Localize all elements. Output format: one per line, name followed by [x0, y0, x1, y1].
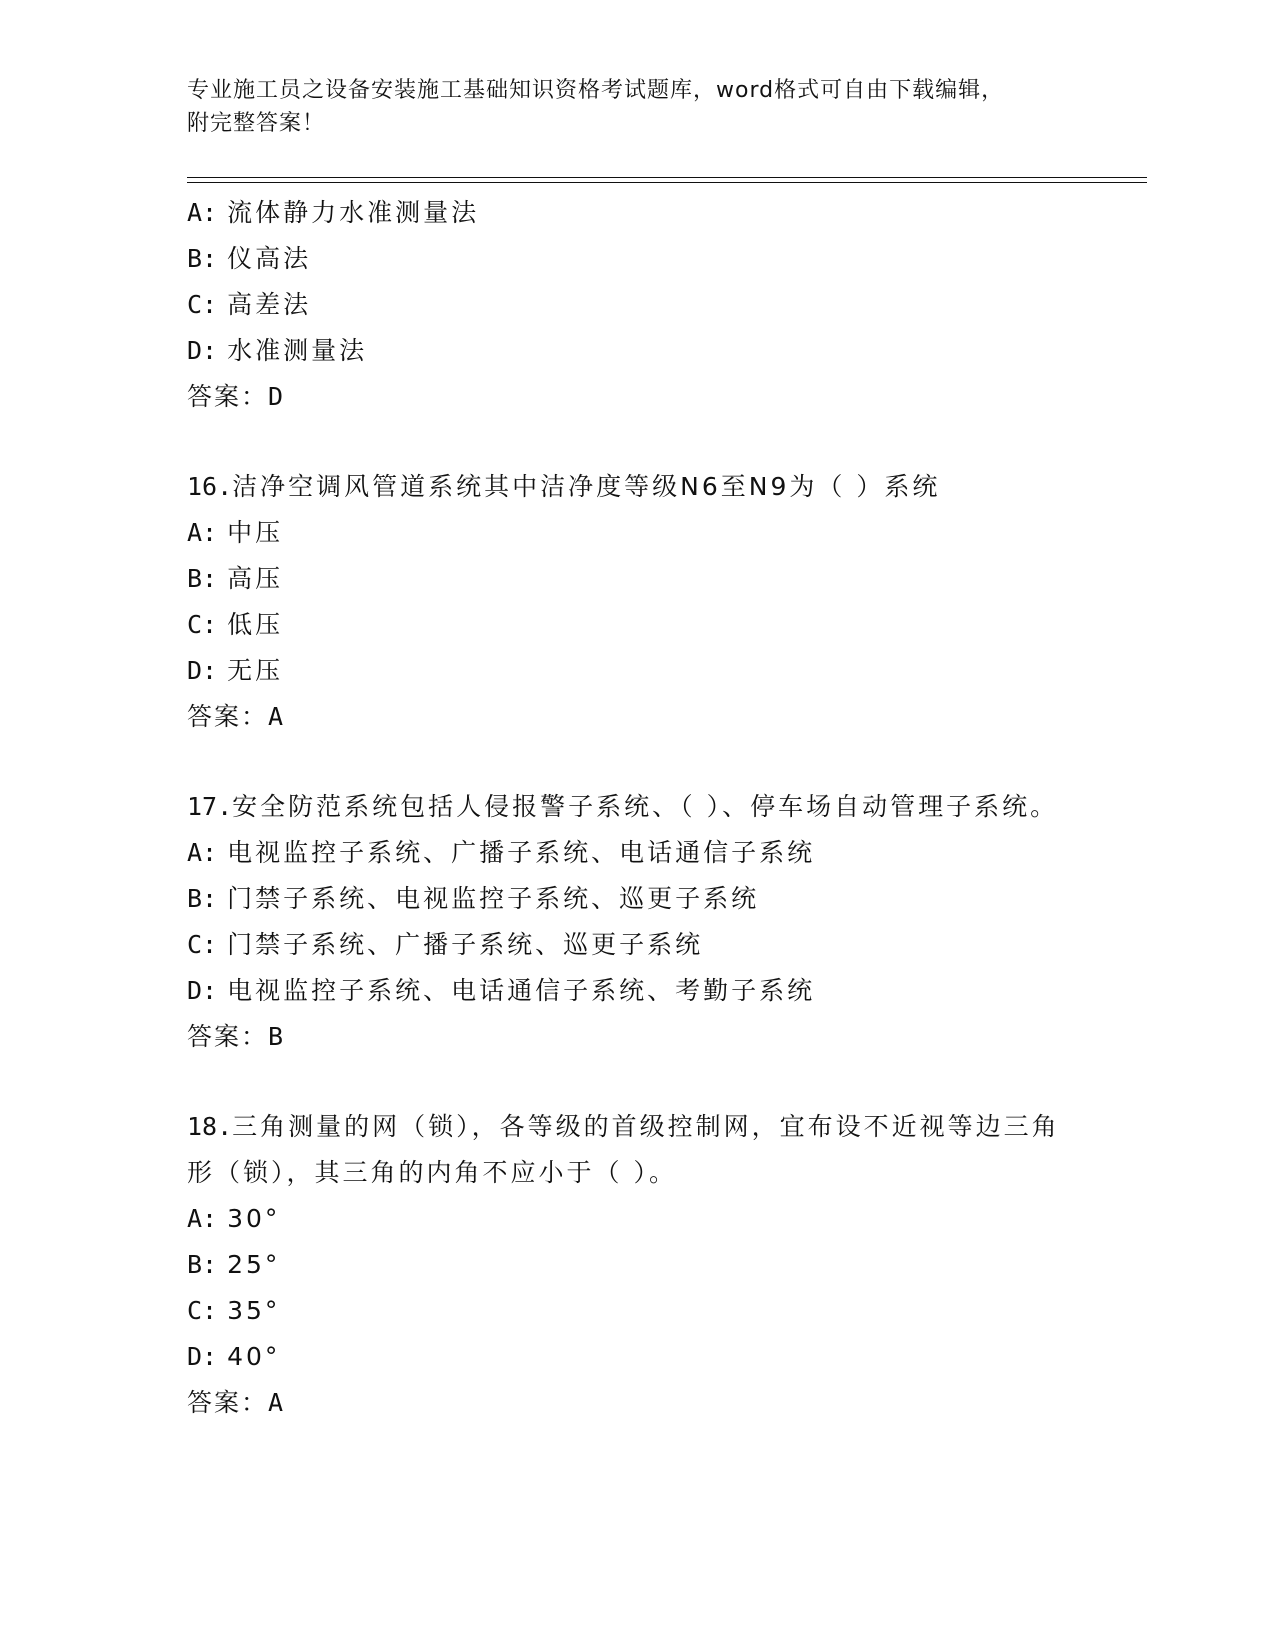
option-letter: D: — [187, 976, 218, 1005]
option-text: 流体静力水准测量法 — [227, 198, 480, 227]
answer-label: 答案： — [187, 702, 269, 731]
answer-line — [187, 1380, 1087, 1426]
spacer — [187, 420, 1087, 464]
option-letter: D: — [187, 336, 218, 365]
option-letter: A: — [187, 838, 218, 867]
option-b — [187, 556, 1087, 602]
question-body: 三角测量的网（锁），各等级的首级控制网，宜布设不近视等边三角形（锁），其三角的内角不应小于（ ）。 — [187, 1112, 1060, 1187]
question-number: 16. — [187, 472, 233, 501]
question-number: 18. — [187, 1112, 233, 1141]
option-text: 无压 — [227, 656, 284, 685]
question-list — [187, 190, 1087, 1426]
option-c — [187, 282, 1087, 328]
question-number: 17. — [187, 792, 233, 821]
answer-line — [187, 374, 1087, 420]
option-text: 35° — [227, 1296, 281, 1325]
option-letter: B: — [187, 1250, 218, 1279]
option-b — [187, 1242, 1087, 1288]
option-letter: A: — [187, 198, 218, 227]
option-text: 高压 — [227, 564, 284, 593]
question-text — [187, 784, 1067, 830]
header-line-1: 专业施工员之设备安装施工基础知识资格考试题库，word格式可自由下载编辑， — [187, 78, 1005, 103]
answer-value: A — [268, 1388, 286, 1417]
option-letter: D: — [187, 1342, 218, 1371]
option-b — [187, 876, 1087, 922]
option-text: 40° — [227, 1342, 281, 1371]
option-letter: C: — [187, 1296, 218, 1325]
document-header — [187, 74, 1087, 140]
option-c — [187, 602, 1087, 648]
spacer — [187, 740, 1087, 784]
answer-line — [187, 1014, 1087, 1060]
partial-question — [187, 190, 1087, 420]
option-text: 水准测量法 — [227, 336, 368, 365]
option-letter: C: — [187, 930, 218, 959]
option-text: 30° — [227, 1204, 281, 1233]
header-line-2: 附完整答案！ — [187, 111, 326, 136]
answer-line — [187, 694, 1087, 740]
option-text: 仪高法 — [227, 244, 312, 273]
answer-value: B — [268, 1022, 286, 1051]
option-letter: C: — [187, 290, 218, 319]
option-letter: B: — [187, 884, 218, 913]
option-a — [187, 830, 1087, 876]
spacer — [187, 1060, 1087, 1104]
option-a — [187, 1196, 1087, 1242]
question-body: 洁净空调风管道系统其中洁净度等级N6至N9为（ ）系统 — [232, 472, 941, 501]
option-letter: B: — [187, 244, 218, 273]
option-text: 门禁子系统、广播子系统、巡更子系统 — [227, 930, 704, 959]
option-text: 电视监控子系统、广播子系统、电话通信子系统 — [227, 838, 816, 867]
answer-label: 答案： — [187, 382, 269, 411]
option-text: 低压 — [227, 610, 284, 639]
option-letter: D: — [187, 656, 218, 685]
header-rule-top — [187, 177, 1147, 178]
option-text: 电视监控子系统、电话通信子系统、考勤子系统 — [227, 976, 816, 1005]
answer-label: 答案： — [187, 1022, 269, 1051]
option-letter: B: — [187, 564, 218, 593]
option-b — [187, 236, 1087, 282]
option-d — [187, 328, 1087, 374]
header-rule-bottom — [187, 182, 1147, 183]
question-17 — [187, 784, 1087, 1060]
option-a — [187, 190, 1087, 236]
option-text: 高差法 — [227, 290, 312, 319]
question-18 — [187, 1104, 1087, 1426]
option-letter: A: — [187, 518, 218, 547]
option-d — [187, 968, 1087, 1014]
option-d — [187, 648, 1087, 694]
question-body: 安全防范系统包括人侵报警子系统、（ ）、停车场自动管理子系统。 — [232, 792, 1059, 821]
question-text — [187, 1104, 1067, 1196]
question-16 — [187, 464, 1087, 740]
option-a — [187, 510, 1087, 556]
option-letter: C: — [187, 610, 218, 639]
option-c — [187, 922, 1087, 968]
option-letter: A: — [187, 1204, 218, 1233]
question-text — [187, 464, 1067, 510]
option-text: 中压 — [227, 518, 284, 547]
option-c — [187, 1288, 1087, 1334]
option-text: 门禁子系统、电视监控子系统、巡更子系统 — [227, 884, 760, 913]
option-d — [187, 1334, 1087, 1380]
answer-value: A — [268, 702, 286, 731]
answer-label: 答案： — [187, 1388, 269, 1417]
answer-value: D — [268, 382, 286, 411]
option-text: 25° — [227, 1250, 281, 1279]
